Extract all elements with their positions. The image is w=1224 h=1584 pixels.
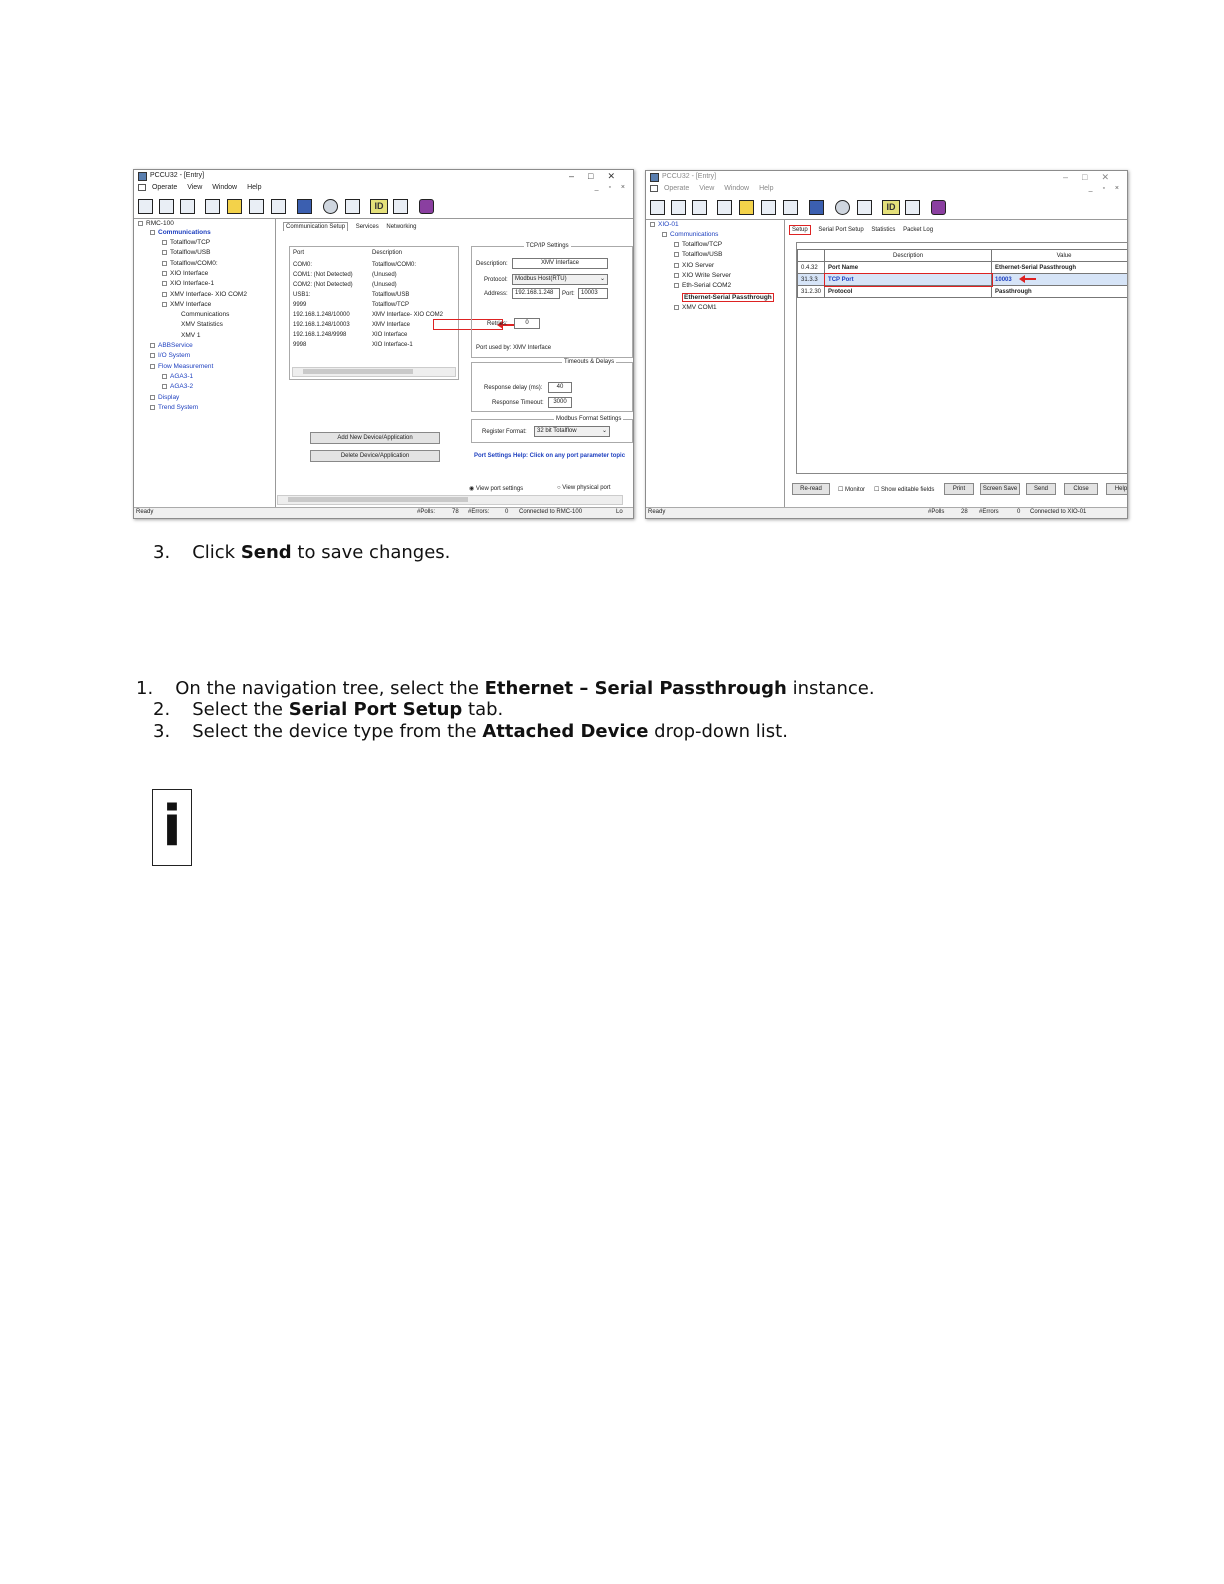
tree-item[interactable]: XIO Interface (162, 270, 208, 277)
status-lo: Lo (616, 509, 623, 515)
table-row[interactable] (798, 286, 1129, 298)
port-cell[interactable]: 9998 (293, 342, 307, 348)
register-format-label: Register Format: (482, 429, 527, 435)
register-cell: 31.2.30 (798, 286, 825, 298)
port-description-cell[interactable]: Totalflow/COM0: (372, 262, 417, 268)
right-title-bar (646, 171, 1127, 184)
tab-setup[interactable]: Setup (789, 225, 811, 235)
right-menu-bar (646, 185, 1127, 196)
port-used-by: Port used by: XMV Interface (476, 345, 552, 351)
toolbar-report-icon[interactable] (809, 200, 824, 215)
errors-label: #Errors: (468, 509, 490, 515)
tree-item[interactable]: XIO Server (674, 262, 714, 269)
menu-operate[interactable]: Operate (151, 184, 178, 192)
screen-save-button[interactable]: Screen Save (980, 483, 1020, 495)
list-item-3: 3. Select the device type from the Attached Device drop-down list. (153, 721, 788, 742)
toolbar-report-icon[interactable] (297, 199, 312, 214)
radio-view-physical-port[interactable]: ○ View physical port (557, 485, 611, 491)
setup-grid (797, 249, 1128, 298)
port-cell[interactable]: 9999 (293, 302, 307, 308)
tab-communication-setup[interactable]: Communication Setup (283, 222, 348, 231)
tree-root[interactable]: XIO-01 (650, 221, 679, 228)
mdi-controls[interactable]: _ ▫ × (1088, 185, 1123, 192)
tree-item[interactable]: Trend System (150, 404, 198, 411)
port-cell[interactable]: 192.168.1.248/9998 (293, 332, 347, 338)
value-cell[interactable]: 10003 (992, 274, 1128, 286)
window-controls[interactable]: –□✕ (1063, 172, 1123, 182)
retries-input[interactable]: 0 (514, 318, 540, 329)
grid-header (798, 250, 825, 262)
right-tabs (789, 227, 939, 233)
menu-view[interactable]: View (699, 185, 715, 193)
tree-item[interactable]: Display (150, 394, 179, 401)
tree-item-communications[interactable]: Communications (150, 229, 211, 236)
port-settings-help[interactable]: Port Settings Help: Click on any port parameter topic (474, 453, 626, 459)
setup-grid-area (796, 242, 1128, 474)
help-button[interactable]: Help (1106, 483, 1128, 495)
toolbar-help-book-icon[interactable] (931, 200, 946, 215)
response-timeout-label: Response Timeout: (492, 400, 544, 406)
tree-item[interactable]: XMV COM1 (674, 304, 717, 311)
tree-item[interactable]: Totalflow/USB (674, 251, 722, 258)
chevron-down-icon: ⌄ (599, 276, 605, 282)
right-window-title: PCCU32 - [Entry] (662, 173, 717, 180)
description-column-header: Description (372, 250, 403, 256)
grid-header: Value (992, 250, 1128, 262)
toolbar-calibrate-icon[interactable] (180, 199, 195, 214)
address-input[interactable]: 192.168.1.248 (512, 288, 560, 299)
menu-view[interactable]: View (187, 184, 203, 192)
address-label: Address: (484, 291, 508, 297)
right-content-panel (786, 220, 1127, 508)
toolbar-refresh-icon[interactable] (739, 200, 754, 215)
toolbar-id-icon[interactable]: ID (370, 199, 388, 214)
toolbar-analyzer-icon[interactable] (345, 199, 360, 214)
timeouts-legend: Timeouts & Delays (564, 359, 615, 365)
tab-services[interactable]: Services (355, 224, 379, 230)
toolbar-refresh-icon[interactable] (227, 199, 242, 214)
monitor-checkbox[interactable]: ☐ Monitor (838, 487, 866, 493)
toolbar-graph-icon[interactable] (761, 200, 776, 215)
port-cell[interactable]: COM1: (Not Detected) (293, 272, 353, 278)
port-cell[interactable]: 192.168.1.248/10003 (293, 322, 350, 328)
document-icon (138, 184, 146, 191)
port-description-cell[interactable]: XMV Interface (372, 322, 411, 328)
tree-item[interactable]: XMV 1 (181, 332, 201, 339)
register-cell: 31.3.3 (798, 274, 825, 286)
send-button[interactable]: Send (1026, 483, 1056, 495)
menu-help[interactable]: Help (759, 185, 774, 193)
left-title-bar (134, 170, 633, 183)
toolbar-collect-icon[interactable] (159, 199, 174, 214)
response-delay-input[interactable]: 40 (548, 382, 572, 393)
toolbar-setup-icon[interactable] (393, 199, 408, 214)
close-button[interactable]: Close (1064, 483, 1098, 495)
port-cell[interactable]: 192.168.1.248/10000 (293, 312, 350, 318)
right-toolbar (646, 197, 1127, 220)
chevron-down-icon: ⌄ (601, 428, 607, 434)
description-cell: TCP Port (825, 274, 992, 286)
app-icon (650, 173, 659, 182)
port-description-cell[interactable]: (Unused) (372, 272, 397, 278)
left-tabs (283, 224, 422, 230)
port-cell[interactable]: COM2: (Not Detected) (293, 282, 353, 288)
grid-header: Description (825, 250, 992, 262)
tree-item[interactable]: XMV Interface (162, 301, 211, 308)
port-cell[interactable]: COM0: (293, 262, 313, 268)
protocol-select[interactable]: Modbus Host(RTU) ⌄ (512, 274, 608, 285)
panel-horizontal-scrollbar[interactable] (277, 495, 623, 505)
tree-item[interactable]: Communications (181, 311, 230, 318)
modbus-legend: Modbus Format Settings (556, 416, 622, 422)
bottom-button-row (792, 483, 1127, 495)
reread-button[interactable]: Re-read (792, 483, 830, 495)
tab-networking[interactable]: Networking (386, 224, 417, 230)
table-row[interactable] (798, 262, 1129, 274)
window-controls[interactable]: –□✕ (569, 171, 629, 181)
left-window-title: PCCU32 - [Entry] (150, 172, 205, 179)
tree-item[interactable]: XIO Write Server (674, 272, 731, 279)
value-cell[interactable]: Passthrough (992, 286, 1128, 298)
retries-label: Retries: (487, 321, 508, 327)
port-cell[interactable]: USB1: (293, 292, 311, 298)
app-icon (138, 172, 147, 181)
menu-window[interactable]: Window (724, 185, 750, 193)
register-format-select[interactable]: 32 bit Totalflow ⌄ (534, 426, 610, 437)
description-label: Description: (476, 261, 508, 267)
protocol-label: Protocol: (484, 277, 508, 283)
port-list[interactable] (289, 246, 459, 380)
errors-value: 0 (505, 509, 509, 515)
tree-item[interactable]: XIO Interface-1 (162, 280, 214, 287)
connection-status: Connected to XIO-01 (1030, 509, 1087, 515)
list-item-2: 2. Select the Serial Port Setup tab. (153, 699, 504, 720)
toolbar-print-icon[interactable] (783, 200, 798, 215)
errors-label: #Errors (979, 509, 999, 515)
delete-device-button[interactable]: Delete Device/Application (310, 450, 440, 462)
tree-item[interactable]: XMV Interface- XIO COM2 (162, 291, 247, 298)
port-description-cell[interactable]: Totalflow/TCP (372, 302, 410, 308)
tree-item-ethernet-serial-passthrough[interactable]: Ethernet-Serial Passthrough (684, 294, 772, 301)
left-content-panel (277, 219, 633, 508)
toolbar-graph-icon[interactable] (249, 199, 264, 214)
info-icon: i (152, 789, 192, 866)
tree-item[interactable]: Totalflow/USB (162, 249, 210, 256)
tab-statistics[interactable]: Statistics (871, 227, 896, 233)
port-description-cell[interactable]: XIO Interface-1 (372, 342, 413, 348)
polls-label: #Polls (928, 509, 945, 515)
description-input[interactable]: XMV Interface (512, 258, 608, 269)
add-device-button[interactable]: Add New Device/Application (310, 432, 440, 444)
left-navigation-tree (134, 219, 276, 508)
toolbar-clock-icon[interactable] (717, 200, 732, 215)
tree-item[interactable]: Eth-Serial COM2 (674, 282, 731, 289)
left-pccu-window (133, 169, 634, 519)
tree-item[interactable]: I/O System (150, 352, 190, 359)
toolbar-network-icon[interactable] (835, 200, 850, 215)
value-cell[interactable]: Ethernet-Serial Passthrough (992, 262, 1128, 274)
toolbar-collect-icon[interactable] (671, 200, 686, 215)
tab-packet-log[interactable]: Packet Log (903, 227, 934, 233)
tree-item[interactable]: Totalflow/TCP (674, 241, 722, 248)
show-editable-checkbox[interactable]: ☐ Show editable fields (874, 487, 935, 493)
tree-item[interactable]: AGA3-2 (162, 383, 193, 390)
timeouts-group (471, 359, 633, 412)
menu-help[interactable]: Help (247, 184, 262, 192)
tree-item[interactable]: Totalflow/TCP (162, 239, 210, 246)
red-arrow (1024, 278, 1036, 280)
tree-item[interactable]: Totalflow/COM0: (162, 260, 218, 267)
toolbar-help-book-icon[interactable] (419, 199, 434, 214)
document-icon (650, 185, 658, 192)
tree-item[interactable]: AGA3-1 (162, 373, 193, 380)
tree-item-communications[interactable]: Communications (662, 231, 718, 238)
right-pccu-window (645, 170, 1128, 519)
status-ready: Ready (136, 509, 154, 515)
modbus-group (471, 416, 633, 443)
toolbar-entry-icon[interactable] (650, 200, 665, 215)
port-description-cell[interactable]: (Unused) (372, 282, 397, 288)
radio-view-port-settings[interactable]: ◉ View port settings (469, 486, 524, 492)
left-status-bar (134, 507, 633, 518)
port-label: Port: (562, 291, 575, 297)
tab-serial-port-setup[interactable]: Serial Port Setup (818, 227, 864, 233)
toolbar-id-icon[interactable]: ID (882, 200, 900, 215)
toolbar-clock-icon[interactable] (205, 199, 220, 214)
status-ready: Ready (648, 509, 666, 515)
register-cell: 0.4.32 (798, 262, 825, 274)
toolbar-network-icon[interactable] (323, 199, 338, 214)
polls-label: #Polls: (417, 509, 436, 515)
menu-window[interactable]: Window (212, 184, 238, 192)
left-menu-bar (134, 184, 633, 195)
description-cell: Protocol (825, 286, 992, 298)
tcp-legend: TCP/IP Settings (526, 243, 569, 249)
tree-item[interactable]: ABBService (150, 342, 193, 349)
tree-item[interactable]: XMV Statistics (181, 321, 223, 328)
response-timeout-input[interactable]: 3000 (548, 397, 572, 408)
port-description-cell[interactable]: XIO Interface (372, 332, 408, 338)
port-list-scrollbar[interactable] (292, 367, 456, 377)
table-row[interactable] (798, 274, 1129, 286)
polls-value: 28 (961, 509, 968, 515)
toolbar-analyzer-icon[interactable] (857, 200, 872, 215)
list-item-1: 1. On the navigation tree, select the Ethernet – Serial Passthrough instance. (136, 678, 875, 699)
print-button[interactable]: Print (944, 483, 974, 495)
toolbar-print-icon[interactable] (271, 199, 286, 214)
tree-root[interactable]: RMC-100 (138, 220, 174, 227)
port-description-cell[interactable]: Totalflow/USB (372, 292, 410, 298)
step-3-send: 3. Click Send to save changes. (153, 542, 451, 563)
polls-value: 78 (452, 509, 459, 515)
right-status-bar (646, 507, 1127, 518)
port-column-header: Port (293, 250, 305, 256)
left-toolbar (134, 196, 633, 219)
connection-status: Connected to RMC-100 (519, 509, 583, 515)
toolbar-entry-icon[interactable] (138, 199, 153, 214)
tree-item[interactable]: Flow Measurement (150, 363, 213, 370)
port-input[interactable]: 10003 (578, 288, 608, 299)
menu-operate[interactable]: Operate (663, 185, 690, 193)
right-navigation-tree (646, 220, 785, 508)
toolbar-setup-icon[interactable] (905, 200, 920, 215)
tcp-settings-group (471, 243, 633, 358)
mdi-controls[interactable]: _ ▫ × (594, 184, 629, 191)
description-cell: Port Name (825, 262, 992, 274)
response-delay-label: Response delay (ms): (484, 385, 543, 391)
toolbar-calibrate-icon[interactable] (692, 200, 707, 215)
port-description-cell[interactable]: XMV Interface- XIO COM2 (372, 312, 444, 318)
errors-value: 0 (1017, 509, 1021, 515)
